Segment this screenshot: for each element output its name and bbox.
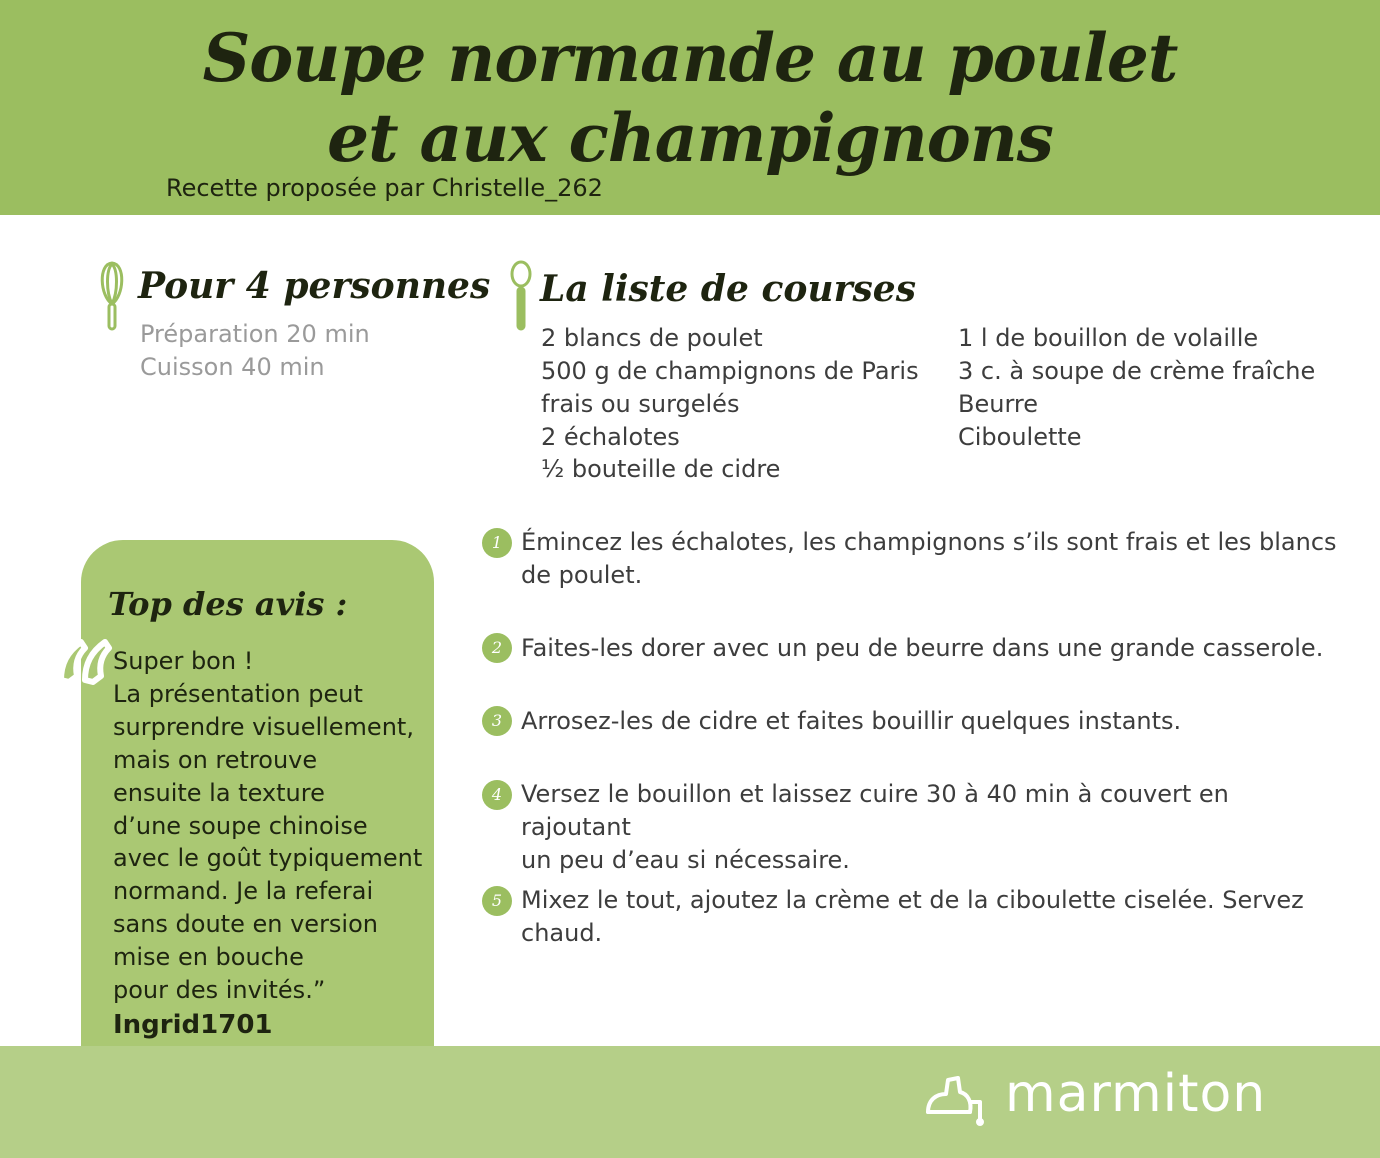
recipe-title-line-1: Soupe normande au poulet — [202, 19, 1178, 97]
step-4-text — [521, 778, 1341, 877]
prep-time: Préparation 20 min — [140, 320, 370, 348]
step-number-3: 3 — [482, 706, 512, 736]
step-1-text — [521, 526, 1341, 592]
step-5-text — [521, 884, 1341, 950]
review-line: normand. Je la referai — [113, 877, 374, 906]
step-number-4: 4 — [482, 780, 512, 810]
spoon-icon — [508, 260, 534, 332]
recipe-byline: Recette proposée par Christelle_262 — [166, 174, 603, 202]
step-2-text — [521, 632, 1341, 665]
whisk-icon — [96, 260, 128, 332]
review-line: mise en bouche — [113, 943, 304, 972]
review-line: surprendre visuellement, — [113, 712, 414, 741]
review-line: d’une soupe chinoise — [113, 811, 368, 840]
ingredient-item: ½ bouteille de cidre — [541, 455, 781, 483]
review-line: La présentation peut — [113, 679, 363, 708]
ingredient-item: 500 g de champignons de Paris — [541, 357, 919, 385]
cooking-pot-icon — [924, 1072, 988, 1126]
review-author: Ingrid1701 — [113, 1010, 273, 1040]
ingredient-item: frais ou surgelés — [541, 390, 740, 418]
step-line: Versez le bouillon et laissez cuire 30 à 40 min à couvert en rajoutant — [521, 780, 1229, 841]
review-line: ensuite la texture — [113, 778, 325, 807]
step-line: Émincez les échalotes, les champignons s’ils sont frais et les blancs — [521, 528, 1337, 556]
recipe-title — [0, 18, 1380, 178]
step-line: de poulet. — [521, 561, 643, 589]
servings-title: Pour 4 personnes — [138, 265, 491, 307]
step-line: Arrosez-les de cidre et faites bouillir quelques instants. — [521, 707, 1182, 735]
step-number-1: 1 — [482, 528, 512, 558]
shopping-list-title: La liste de courses — [540, 268, 916, 310]
step-3-text — [521, 705, 1341, 738]
review-line: pour des invités.” — [113, 976, 326, 1005]
ingredient-item: 2 blancs de poulet — [541, 324, 763, 352]
cook-time: Cuisson 40 min — [140, 353, 325, 381]
ingredient-item: Ciboulette — [958, 423, 1082, 451]
step-number-2: 2 — [482, 633, 512, 663]
step-number-5: 5 — [482, 886, 512, 916]
quote-icon — [55, 636, 113, 688]
recipe-title-line-2: et aux champignons — [327, 99, 1053, 177]
review-quote — [113, 645, 423, 1007]
review-line: mais on retrouve — [113, 745, 318, 774]
step-line: Mixez le tout, ajoutez la crème et de la ciboulette ciselée. Servez — [521, 886, 1304, 914]
review-line: avec le goût typiquement — [113, 844, 423, 873]
step-line: chaud. — [521, 919, 603, 947]
step-line: Faites-les dorer avec un peu de beurre dans une grande casserole. — [521, 634, 1324, 662]
step-line: un peu d’eau si nécessaire. — [521, 846, 850, 874]
ingredient-item: 2 échalotes — [541, 423, 680, 451]
ingredient-item: 1 l de bouillon de volaille — [958, 324, 1259, 352]
review-line: Super bon ! — [113, 647, 254, 675]
ingredient-item: 3 c. à soupe de crème fraîche — [958, 357, 1316, 385]
marmiton-logo: marmiton — [1005, 1064, 1267, 1124]
review-line: sans doute en version — [113, 910, 378, 939]
ingredient-item: Beurre — [958, 390, 1038, 418]
review-title: Top des avis : — [108, 585, 348, 623]
